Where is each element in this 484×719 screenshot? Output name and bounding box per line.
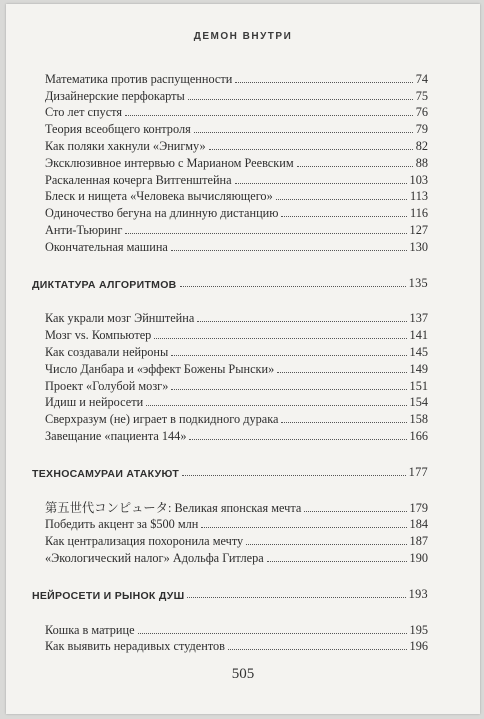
section-title: ТЕХНОСАМУРАИ АТАКУЮТ bbox=[32, 467, 180, 480]
dot-leader bbox=[235, 183, 407, 184]
spacer bbox=[32, 255, 428, 274]
dot-leader bbox=[297, 166, 413, 167]
book-page bbox=[6, 4, 480, 714]
running-head: ДЕМОН ВНУТРИ bbox=[193, 31, 293, 42]
toc-entry-page: 145 bbox=[409, 344, 428, 359]
toc-entry-page: 82 bbox=[415, 138, 428, 153]
spacer bbox=[32, 566, 428, 585]
toc-entry-title: Раскаленная кочерга Витгенштейна bbox=[45, 172, 232, 187]
toc-entry bbox=[32, 137, 428, 154]
dot-leader bbox=[188, 99, 413, 100]
toc-entry bbox=[32, 326, 428, 343]
toc-entry-title: Математика против распущенности bbox=[45, 71, 233, 86]
dot-leader bbox=[277, 372, 406, 373]
dot-leader bbox=[197, 321, 406, 322]
dot-leader bbox=[180, 286, 406, 287]
toc-entry-title: Как централизация похоронила мечту bbox=[45, 534, 244, 549]
toc-entry bbox=[32, 377, 428, 394]
section-title: ДИКТАТУРА АЛГОРИТМОВ bbox=[32, 278, 177, 291]
dot-leader bbox=[194, 132, 413, 133]
toc-entry-page: 196 bbox=[409, 639, 428, 654]
dot-leader bbox=[187, 597, 405, 598]
dot-leader bbox=[228, 649, 407, 650]
page-number: 505 bbox=[231, 666, 255, 682]
toc-entry-page: 130 bbox=[409, 239, 428, 254]
toc-entry-title: Как украли мозг Эйнштейна bbox=[45, 311, 195, 326]
toc-entry bbox=[32, 621, 428, 638]
dot-leader bbox=[235, 82, 412, 83]
toc-group-2 bbox=[32, 310, 428, 444]
toc-entry-title: Завещание «пациента 144» bbox=[45, 428, 187, 443]
dot-leader bbox=[276, 199, 407, 200]
toc-entry-title: Число Данбара и «эффект Божены Рынски» bbox=[45, 361, 275, 376]
toc-entry-page: 195 bbox=[409, 622, 428, 637]
table-of-contents bbox=[32, 70, 428, 654]
toc-entry-title: Победить акцент за $500 млн bbox=[45, 517, 199, 532]
toc-entry bbox=[32, 549, 428, 566]
toc-entry bbox=[32, 104, 428, 121]
dot-leader bbox=[171, 355, 406, 356]
toc-entry-page: 88 bbox=[415, 155, 428, 170]
toc-entry-title: Блеск и нищета «Человека вычисляющего» bbox=[45, 189, 273, 204]
toc-group-1 bbox=[32, 70, 428, 255]
toc-entry bbox=[32, 499, 428, 516]
toc-entry bbox=[32, 238, 428, 255]
toc-entry-title: Как поляки хакнули «Энигму» bbox=[45, 138, 206, 153]
toc-entry-page: 158 bbox=[409, 412, 428, 427]
dot-leader bbox=[246, 544, 406, 545]
spacer bbox=[32, 444, 428, 463]
toc-entry bbox=[32, 410, 428, 427]
toc-entry bbox=[32, 87, 428, 104]
toc-entry bbox=[32, 638, 428, 655]
toc-entry-page: 154 bbox=[409, 395, 428, 410]
toc-entry bbox=[32, 221, 428, 238]
toc-entry-title: Окончательная машина bbox=[45, 239, 168, 254]
toc-entry bbox=[32, 516, 428, 533]
toc-section-heading bbox=[32, 463, 428, 480]
section-title: НЕЙРОСЕТИ И РЫНОК ДУШ bbox=[32, 589, 185, 602]
toc-entry bbox=[32, 394, 428, 411]
toc-entry-title: 第五世代コンピュータ: Великая японская мечта bbox=[45, 500, 302, 515]
spacer bbox=[32, 480, 428, 499]
toc-entry-page: 103 bbox=[409, 172, 428, 187]
dot-leader bbox=[171, 389, 406, 390]
section-page: 193 bbox=[408, 586, 428, 601]
toc-entry bbox=[32, 154, 428, 171]
toc-entry bbox=[32, 171, 428, 188]
section-page: 135 bbox=[408, 275, 428, 290]
dot-leader bbox=[201, 527, 406, 528]
toc-group-3 bbox=[32, 499, 428, 566]
dot-leader bbox=[209, 149, 413, 150]
dot-leader bbox=[281, 422, 406, 423]
dot-leader bbox=[146, 405, 406, 406]
toc-entry bbox=[32, 343, 428, 360]
dot-leader bbox=[189, 439, 406, 440]
toc-entry-page: 166 bbox=[409, 428, 428, 443]
toc-entry-title: Как создавали нейроны bbox=[45, 344, 169, 359]
dot-leader bbox=[182, 475, 406, 476]
dot-leader bbox=[125, 233, 406, 234]
toc-entry-title: Теория всеобщего контроля bbox=[45, 122, 191, 137]
spacer bbox=[32, 291, 428, 310]
toc-entry bbox=[32, 360, 428, 377]
toc-entry bbox=[32, 310, 428, 327]
toc-entry bbox=[32, 70, 428, 87]
toc-entry-title: Мозг vs. Компьютер bbox=[45, 328, 152, 343]
dot-leader bbox=[171, 250, 407, 251]
toc-section-heading bbox=[32, 585, 428, 602]
toc-entry-page: 137 bbox=[409, 311, 428, 326]
toc-entry-title: Анти-Тьюринг bbox=[45, 222, 123, 237]
toc-entry bbox=[32, 120, 428, 137]
toc-entry-page: 190 bbox=[409, 550, 428, 565]
toc-entry-title: Идиш и нейросети bbox=[45, 395, 144, 410]
toc-entry-page: 184 bbox=[409, 517, 428, 532]
toc-entry-page: 141 bbox=[409, 328, 428, 343]
dot-leader bbox=[281, 216, 407, 217]
toc-entry-page: 179 bbox=[409, 500, 428, 515]
toc-group-4 bbox=[32, 621, 428, 655]
dot-leader bbox=[304, 511, 406, 512]
spacer bbox=[32, 602, 428, 621]
toc-entry-title: Одиночество бегуна на длинную дистанцию bbox=[45, 206, 279, 221]
toc-entry-page: 74 bbox=[415, 71, 428, 86]
toc-entry-title: Как выявить нерадивых студентов bbox=[45, 639, 225, 654]
toc-entry-page: 116 bbox=[410, 206, 428, 221]
section-page: 177 bbox=[408, 464, 428, 479]
toc-entry-page: 187 bbox=[409, 534, 428, 549]
toc-section-heading bbox=[32, 274, 428, 291]
toc-entry-title: «Экологический налог» Адольфа Гитлера bbox=[45, 550, 264, 565]
toc-entry-page: 79 bbox=[415, 122, 428, 137]
toc-entry-page: 151 bbox=[409, 378, 428, 393]
dot-leader bbox=[267, 561, 407, 562]
toc-entry bbox=[32, 427, 428, 444]
toc-entry-page: 113 bbox=[410, 189, 428, 204]
toc-entry-title: Кошка в матрице bbox=[45, 622, 135, 637]
dot-leader bbox=[125, 115, 413, 116]
toc-entry-title: Проект «Голубой мозг» bbox=[45, 378, 169, 393]
toc-entry-title: Сто лет спустя bbox=[45, 105, 123, 120]
toc-entry-title: Сверхразум (не) играет в подкидного дурака bbox=[45, 412, 279, 427]
toc-entry-page: 127 bbox=[409, 222, 428, 237]
dot-leader bbox=[138, 633, 407, 634]
dot-leader bbox=[154, 338, 406, 339]
toc-entry-page: 149 bbox=[409, 361, 428, 376]
toc-entry bbox=[32, 532, 428, 549]
toc-entry-title: Дизайнерские перфокарты bbox=[45, 88, 185, 103]
toc-entry bbox=[32, 188, 428, 205]
toc-entry bbox=[32, 204, 428, 221]
toc-entry-title: Эксклюзивное интервью с Марианом Реевским bbox=[45, 155, 294, 170]
toc-entry-page: 76 bbox=[415, 105, 428, 120]
toc-entry-page: 75 bbox=[415, 88, 428, 103]
